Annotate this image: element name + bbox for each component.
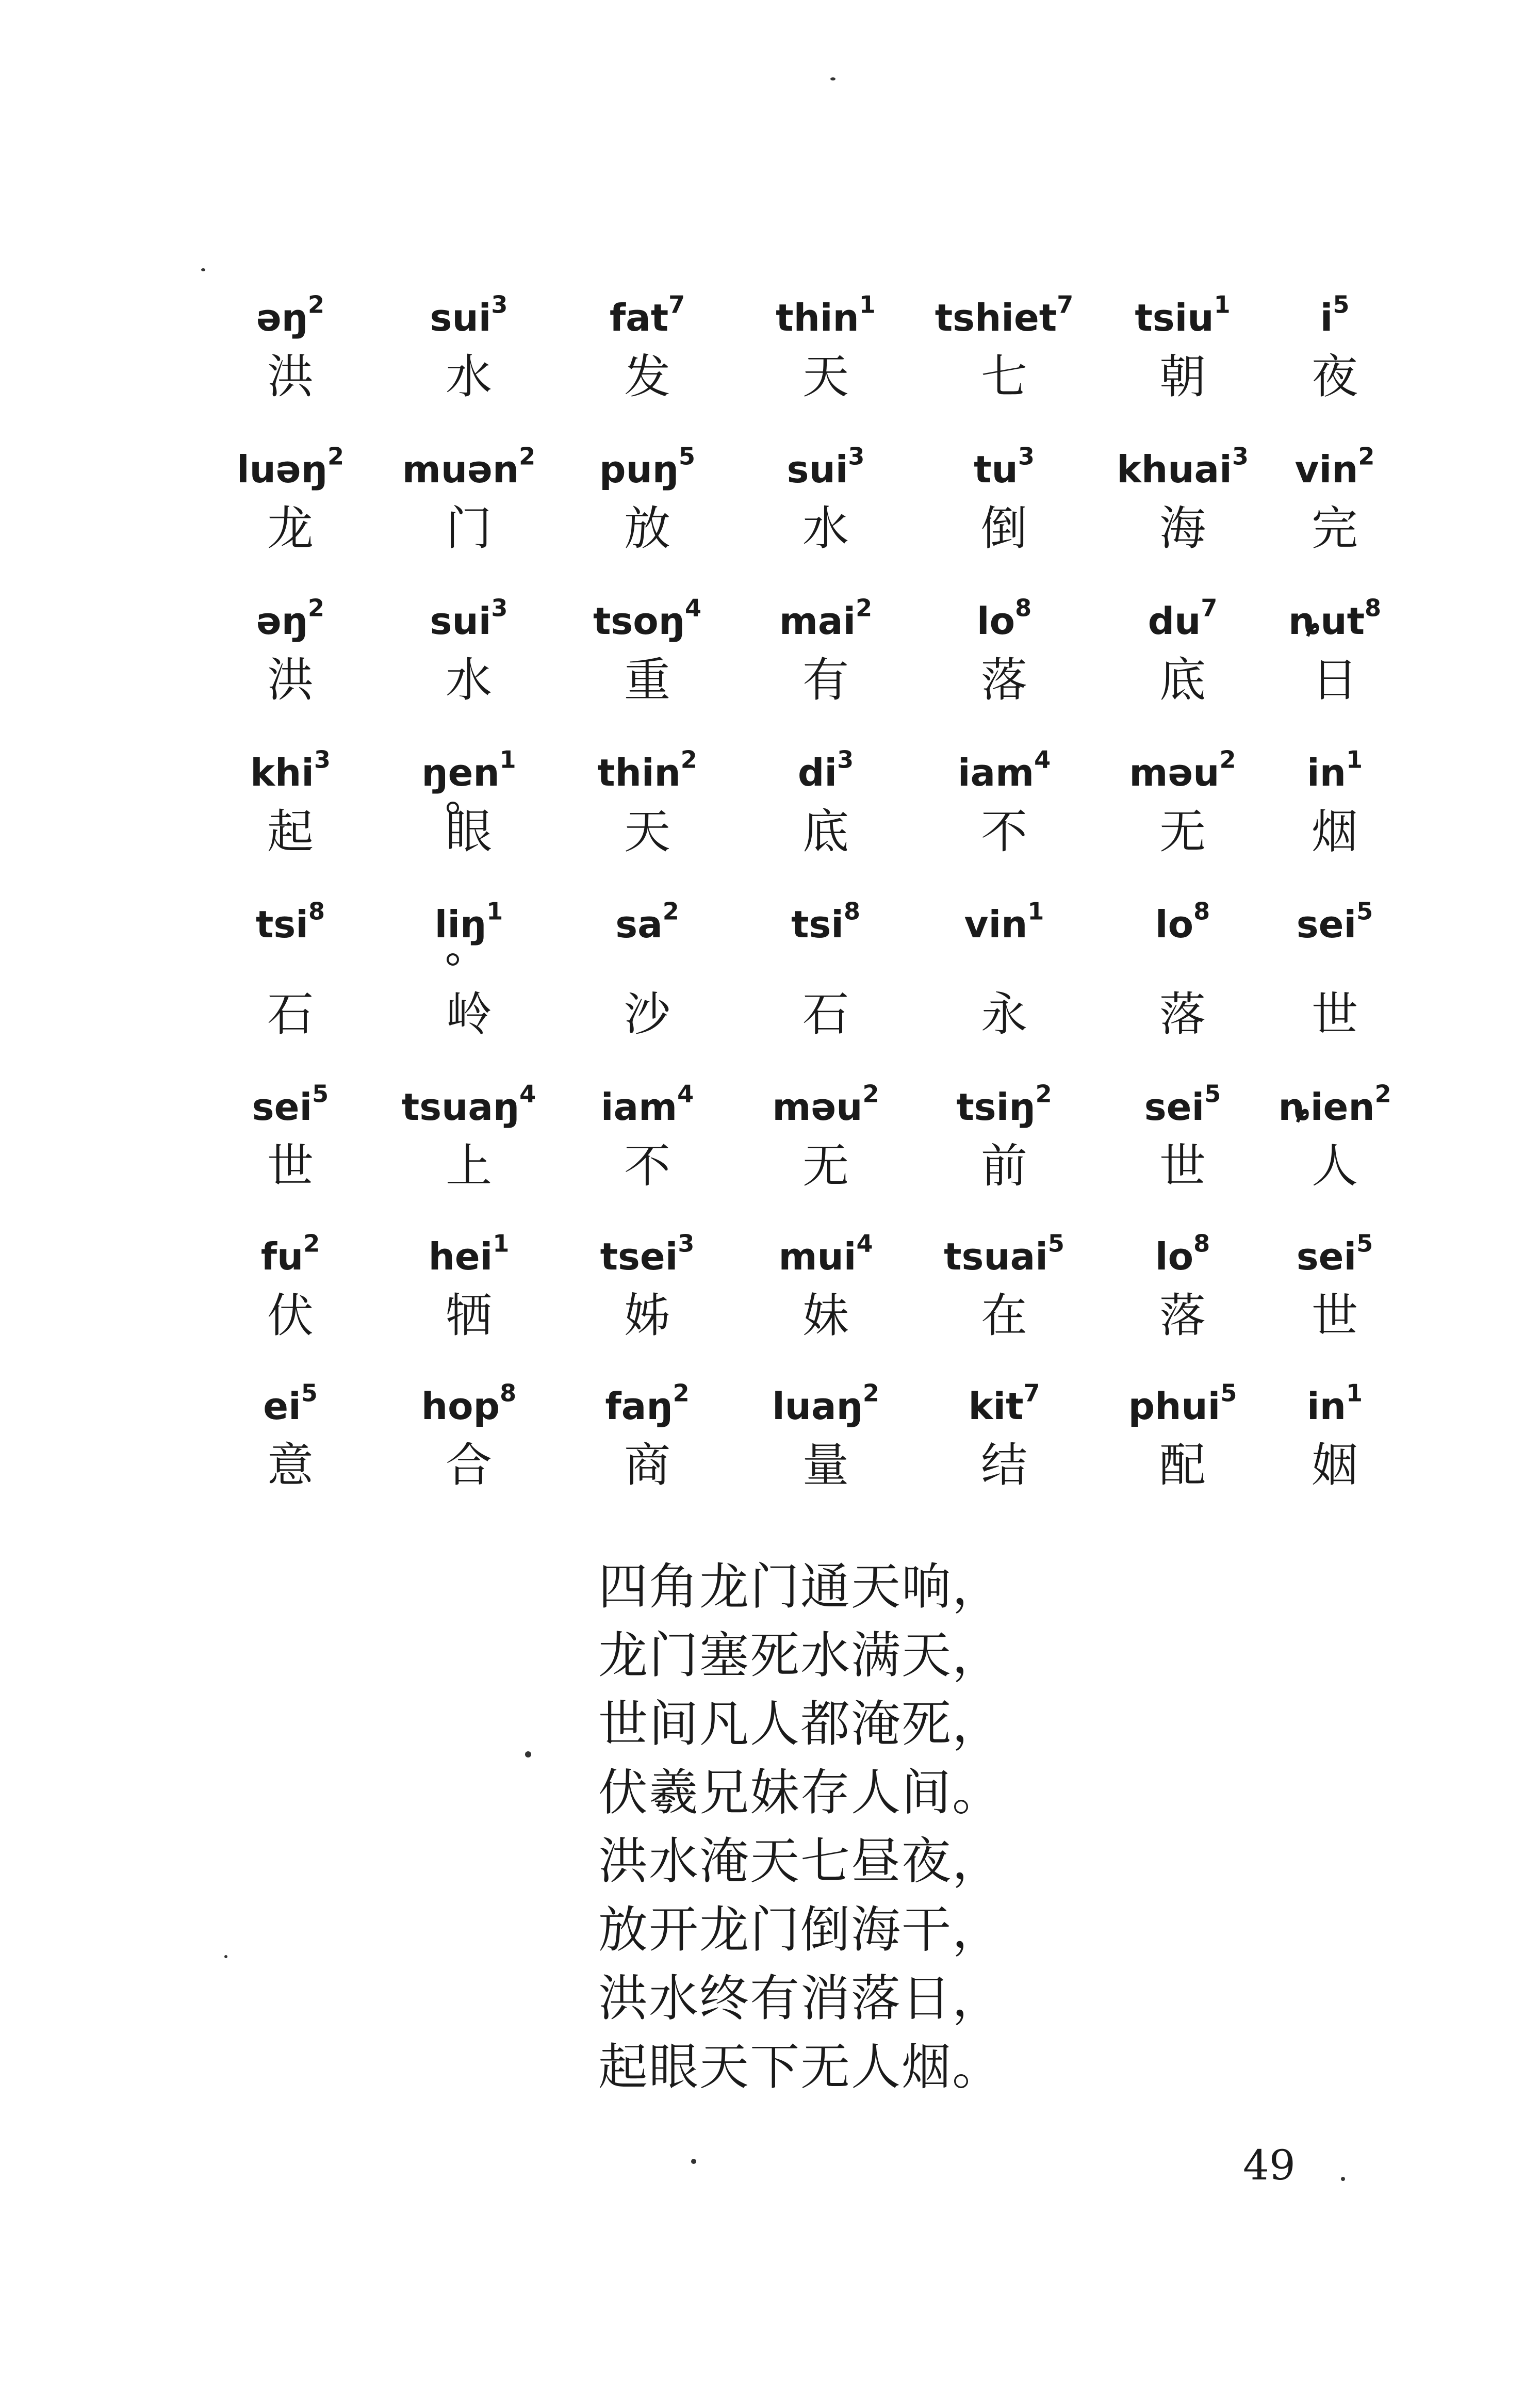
hanzi-cell: 朝 xyxy=(1159,350,1206,404)
romanization-cell: əŋ$^2$ xyxy=(256,594,325,643)
poem-line: 四角龙门通天响， xyxy=(598,1558,1003,1616)
hanzi-cell: 沙 xyxy=(624,987,670,1041)
poem-line: 世间凡人都淹死， xyxy=(598,1695,1003,1753)
hanzi-row xyxy=(201,650,1398,711)
scan-speck xyxy=(691,2159,696,2164)
romanization-cell: vin$^1$ xyxy=(964,897,1044,946)
hanzi-row xyxy=(201,802,1398,862)
romanization-cell: tsuai$^5$ xyxy=(944,1229,1064,1278)
romanization-row xyxy=(201,1228,1398,1285)
romanization-cell: ŋen$^1$ xyxy=(421,745,516,794)
hanzi-row xyxy=(201,347,1398,408)
romanization-cell: əŋ$^2$ xyxy=(256,290,325,339)
hanzi-row xyxy=(201,1136,1398,1197)
hanzi-cell: 人 xyxy=(1312,1139,1358,1193)
hanzi-cell: 世 xyxy=(1312,1289,1358,1343)
hanzi-cell: 世 xyxy=(267,1139,314,1193)
hanzi-cell: 牺 xyxy=(446,1289,492,1343)
romanization-cell: ȵien$^2$ xyxy=(1278,1080,1391,1129)
hanzi-cell: 无 xyxy=(802,1139,849,1193)
hanzi-cell: 姻 xyxy=(1312,1438,1358,1492)
hanzi-cell: 妹 xyxy=(802,1289,849,1343)
romanization-cell: luəŋ$^2$ xyxy=(236,442,345,491)
romanization-cell: fat$^7$ xyxy=(609,290,685,339)
scan-speck xyxy=(224,1955,227,1958)
hanzi-cell: 世 xyxy=(1159,1139,1206,1193)
poem-line: 洪水终有消落日， xyxy=(598,1969,1003,2027)
hanzi-cell: 商 xyxy=(624,1438,670,1492)
romanization-cell: sei$^5$ xyxy=(1296,1229,1373,1278)
verse-group xyxy=(201,441,1398,592)
romanization-cell: hei$^1$ xyxy=(428,1229,510,1278)
romanization-row xyxy=(201,289,1398,347)
romanization-cell: tsi$^8$ xyxy=(256,897,325,946)
romanization-cell: faŋ$^2$ xyxy=(605,1379,690,1428)
romanization-cell: tshiet$^7$ xyxy=(935,290,1074,339)
romanization-cell: muən$^2$ xyxy=(402,442,536,491)
romanization-cell: iam$^4$ xyxy=(957,745,1051,794)
hanzi-cell: 不 xyxy=(624,1139,670,1193)
hanzi-cell: 放 xyxy=(624,501,670,556)
romanization-cell: $lo^8$ xyxy=(1155,1229,1210,1278)
romanization-cell: tsuaŋ$^4$ xyxy=(401,1080,536,1129)
romanization-cell: $sa^2$ xyxy=(615,897,679,946)
verse-group xyxy=(201,1228,1398,1377)
romanization-cell: tsei$^3$ xyxy=(600,1229,695,1278)
poem-line: 洪水淹天七昼夜， xyxy=(598,1832,1003,1890)
romanization-cell: $tu^3$ xyxy=(974,442,1035,491)
romanization-cell: $ei^5$ xyxy=(263,1379,318,1428)
hanzi-cell: 水 xyxy=(802,501,849,556)
hanzi-cell: 落 xyxy=(1159,987,1206,1041)
hanzi-cell: 起 xyxy=(267,805,314,859)
romanization-cell: puŋ$^5$ xyxy=(599,442,696,491)
hanzi-cell: 七 xyxy=(981,350,1027,404)
romanization-row xyxy=(201,1078,1398,1136)
romanization-cell: sei$^5$ xyxy=(1144,1080,1221,1129)
romanization-cell: sui$^3$ xyxy=(430,594,508,643)
hanzi-row xyxy=(201,1435,1398,1496)
romanization-cell: ȵut$^8$ xyxy=(1288,594,1382,643)
hanzi-cell: 不 xyxy=(981,805,1027,859)
romanization-cell: mai$^2$ xyxy=(779,594,873,643)
romanization-cell: tsoŋ$^4$ xyxy=(593,594,701,643)
page-number: 49 xyxy=(1243,2141,1296,2189)
hanzi-cell: 配 xyxy=(1159,1438,1206,1492)
hanzi-cell: 底 xyxy=(1159,653,1206,707)
romanization-cell: khi$^3$ xyxy=(250,745,331,794)
verse-group xyxy=(201,1078,1398,1228)
romanization-cell: mui$^4$ xyxy=(778,1229,873,1278)
romanization-cell: phui$^5$ xyxy=(1128,1379,1237,1428)
romanization-cell: sei$^5$ xyxy=(1296,897,1373,946)
hanzi-row xyxy=(201,498,1398,559)
romanization-cell: $fu^2$ xyxy=(260,1229,320,1278)
hanzi-cell: 上 xyxy=(446,1139,492,1193)
verse-group xyxy=(201,896,1398,1078)
romanization-cell: vin$^2$ xyxy=(1295,442,1375,491)
hanzi-cell: 门 xyxy=(446,501,492,556)
poem-line: 伏羲兄妹存人间。 xyxy=(598,1764,1003,1821)
hanzi-cell: 姊 xyxy=(624,1289,670,1343)
hanzi-cell: 完 xyxy=(1312,501,1358,556)
hanzi-cell: 落 xyxy=(981,653,1027,707)
scan-speck xyxy=(1341,2177,1345,2181)
verse-group xyxy=(201,289,1398,441)
hanzi-cell: 发 xyxy=(624,350,670,404)
romanization-cell: khuai$^3$ xyxy=(1117,442,1249,491)
hanzi-cell: 石 xyxy=(267,987,314,1041)
romanization-row xyxy=(201,896,1398,953)
hanzi-cell: 眼 xyxy=(446,805,492,859)
romanization-cell: tsi$^8$ xyxy=(791,897,860,946)
romanization-cell: sei$^5$ xyxy=(252,1080,329,1129)
hanzi-cell: 洪 xyxy=(267,350,314,404)
romanization-cell: thin$^1$ xyxy=(776,290,876,339)
ring-diacritic-icon xyxy=(447,953,459,966)
hanzi-cell: 伏 xyxy=(267,1289,314,1343)
poem-line: 起眼天下无人烟。 xyxy=(598,2038,1003,2096)
hanzi-cell: 龙 xyxy=(267,501,314,556)
hanzi-cell: 重 xyxy=(624,653,670,707)
hanzi-cell: 岭 xyxy=(446,987,492,1041)
romanization-cell: $di^3$ xyxy=(797,745,854,794)
romanization-cell: $lo^8$ xyxy=(1155,897,1210,946)
romanization-row xyxy=(201,1377,1398,1435)
romanization-cell: kit$^7$ xyxy=(968,1379,1040,1428)
hanzi-cell: 合 xyxy=(446,1438,492,1492)
hanzi-cell: 前 xyxy=(981,1139,1027,1193)
hanzi-cell: 天 xyxy=(802,350,849,404)
verse-group xyxy=(201,744,1398,896)
hanzi-cell: 水 xyxy=(446,350,492,404)
hanzi-cell: 海 xyxy=(1159,501,1206,556)
romanization-cell: $du^7$ xyxy=(1148,594,1218,643)
hanzi-row xyxy=(201,1285,1398,1346)
hanzi-cell: 世 xyxy=(1312,987,1358,1041)
hanzi-cell: 倒 xyxy=(981,501,1027,556)
romanization-cell: $in^1$ xyxy=(1307,1379,1363,1428)
scan-speck xyxy=(201,268,205,271)
romanization-cell: tsiu$^1$ xyxy=(1135,290,1231,339)
hanzi-cell: 在 xyxy=(981,1289,1027,1343)
hanzi-cell: 底 xyxy=(802,805,849,859)
verse-group xyxy=(201,592,1398,744)
romanization-cell: tsiŋ$^2$ xyxy=(956,1080,1052,1129)
hanzi-cell: 水 xyxy=(446,653,492,707)
romanization-cell: sui$^3$ xyxy=(787,442,865,491)
hanzi-row xyxy=(201,984,1398,1045)
hanzi-cell: 结 xyxy=(981,1438,1027,1492)
interlinear-table xyxy=(201,289,1398,1496)
romanization-cell: iam$^4$ xyxy=(600,1080,694,1129)
poem-translation xyxy=(598,1553,1166,2102)
romanization-cell: məu$^2$ xyxy=(1129,745,1236,794)
romanization-row xyxy=(201,592,1398,650)
hanzi-cell: 洪 xyxy=(267,653,314,707)
verse-group xyxy=(201,1377,1398,1496)
romanization-cell: thin$^2$ xyxy=(597,745,697,794)
romanization-cell: liŋ$^1$ xyxy=(434,897,503,946)
hanzi-cell: 意 xyxy=(267,1438,314,1492)
poem-line: 龙门塞死水满天， xyxy=(598,1626,1003,1684)
hanzi-cell: 烟 xyxy=(1312,805,1358,859)
romanization-cell: məu$^2$ xyxy=(772,1080,879,1129)
scan-speck xyxy=(525,1751,531,1757)
hanzi-cell: 日 xyxy=(1312,653,1358,707)
romanization-cell: $i^5$ xyxy=(1320,290,1350,339)
romanization-row xyxy=(201,441,1398,498)
hanzi-cell: 石 xyxy=(802,987,849,1041)
hanzi-cell: 天 xyxy=(624,805,670,859)
scan-speck xyxy=(830,77,835,80)
romanization-cell: $in^1$ xyxy=(1307,745,1363,794)
romanization-cell: hop$^8$ xyxy=(421,1379,517,1428)
hanzi-cell: 夜 xyxy=(1312,350,1358,404)
hanzi-cell: 永 xyxy=(981,987,1027,1041)
hanzi-cell: 无 xyxy=(1159,805,1206,859)
romanization-row xyxy=(201,744,1398,802)
romanization-cell: luaŋ$^2$ xyxy=(772,1379,879,1428)
hanzi-cell: 有 xyxy=(802,653,849,707)
hanzi-cell: 落 xyxy=(1159,1289,1206,1343)
poem-line: 放开龙门倒海干， xyxy=(598,1901,1003,1959)
diacritic-row xyxy=(201,953,1398,969)
hanzi-cell: 量 xyxy=(802,1438,849,1492)
romanization-cell: sui$^3$ xyxy=(430,290,508,339)
romanization-cell: $lo^8$ xyxy=(976,594,1032,643)
